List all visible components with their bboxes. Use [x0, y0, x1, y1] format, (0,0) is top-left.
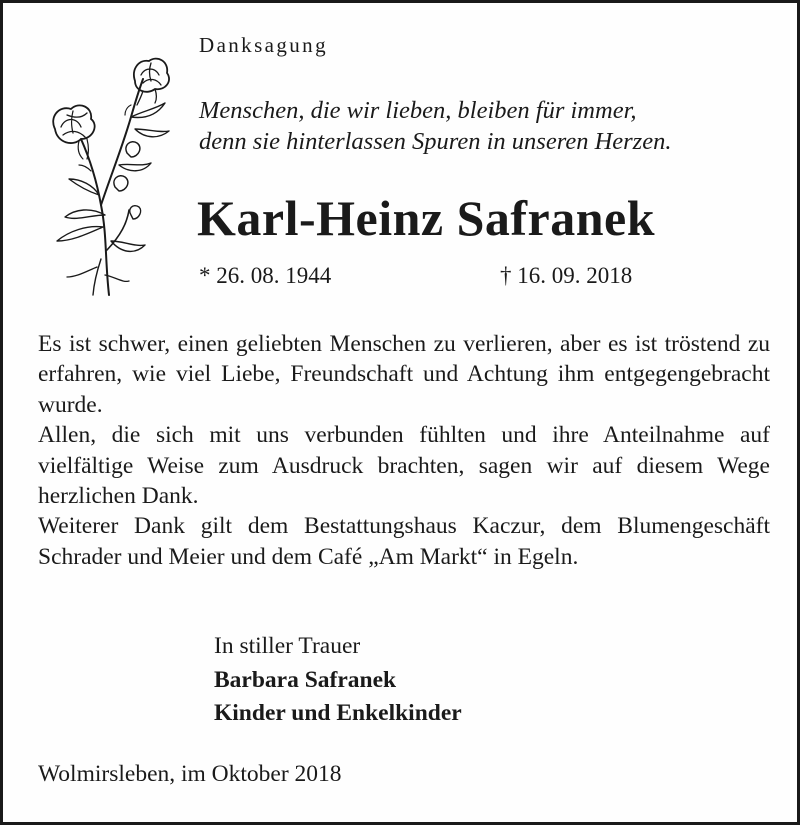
deceased-name: Karl-Heinz Safranek [197, 190, 656, 246]
signature-family: Kinder und Enkelkinder [214, 700, 462, 726]
paragraph: Allen, die sich mit uns verbunden fühlten und ihre Anteilnahme auf vielfältige Weise zum Ausdruck brachten, sagen wir auf diesem Wege herzlichen Dank. [38, 422, 770, 510]
signature-block [214, 630, 462, 731]
signature-name: Barbara Safranek [214, 666, 397, 693]
carnation-flower-icon [31, 45, 181, 300]
paragraph: Es ist schwer, einen geliebten Menschen zu verlieren, aber es ist tröstend zu erfahren, wie viel Liebe, Freundschaft und Achtung ihm entgegengebracht wurde. [38, 331, 770, 418]
heading: Danksagung [199, 33, 328, 57]
motto-line: denn sie hinterlassen Spuren in unseren Herzen. [199, 128, 672, 155]
death-date: † 16. 09. 2018 [500, 263, 633, 288]
place-date: Wolmirsleben, im Oktober 2018 [38, 761, 342, 787]
birth-date: * 26. 08. 1944 [199, 263, 332, 288]
message-body [38, 329, 770, 572]
signature-intro: In stiller Trauer [214, 633, 361, 659]
motto [199, 95, 671, 157]
paragraph: Weiterer Dank gilt dem Bestattungshaus Kaczur, dem Blumengeschäft Schrader und Meier und dem Café „Am Markt“ in Egeln. [38, 513, 770, 570]
motto-line: Menschen, die wir lieben, bleiben für immer, [199, 97, 637, 124]
